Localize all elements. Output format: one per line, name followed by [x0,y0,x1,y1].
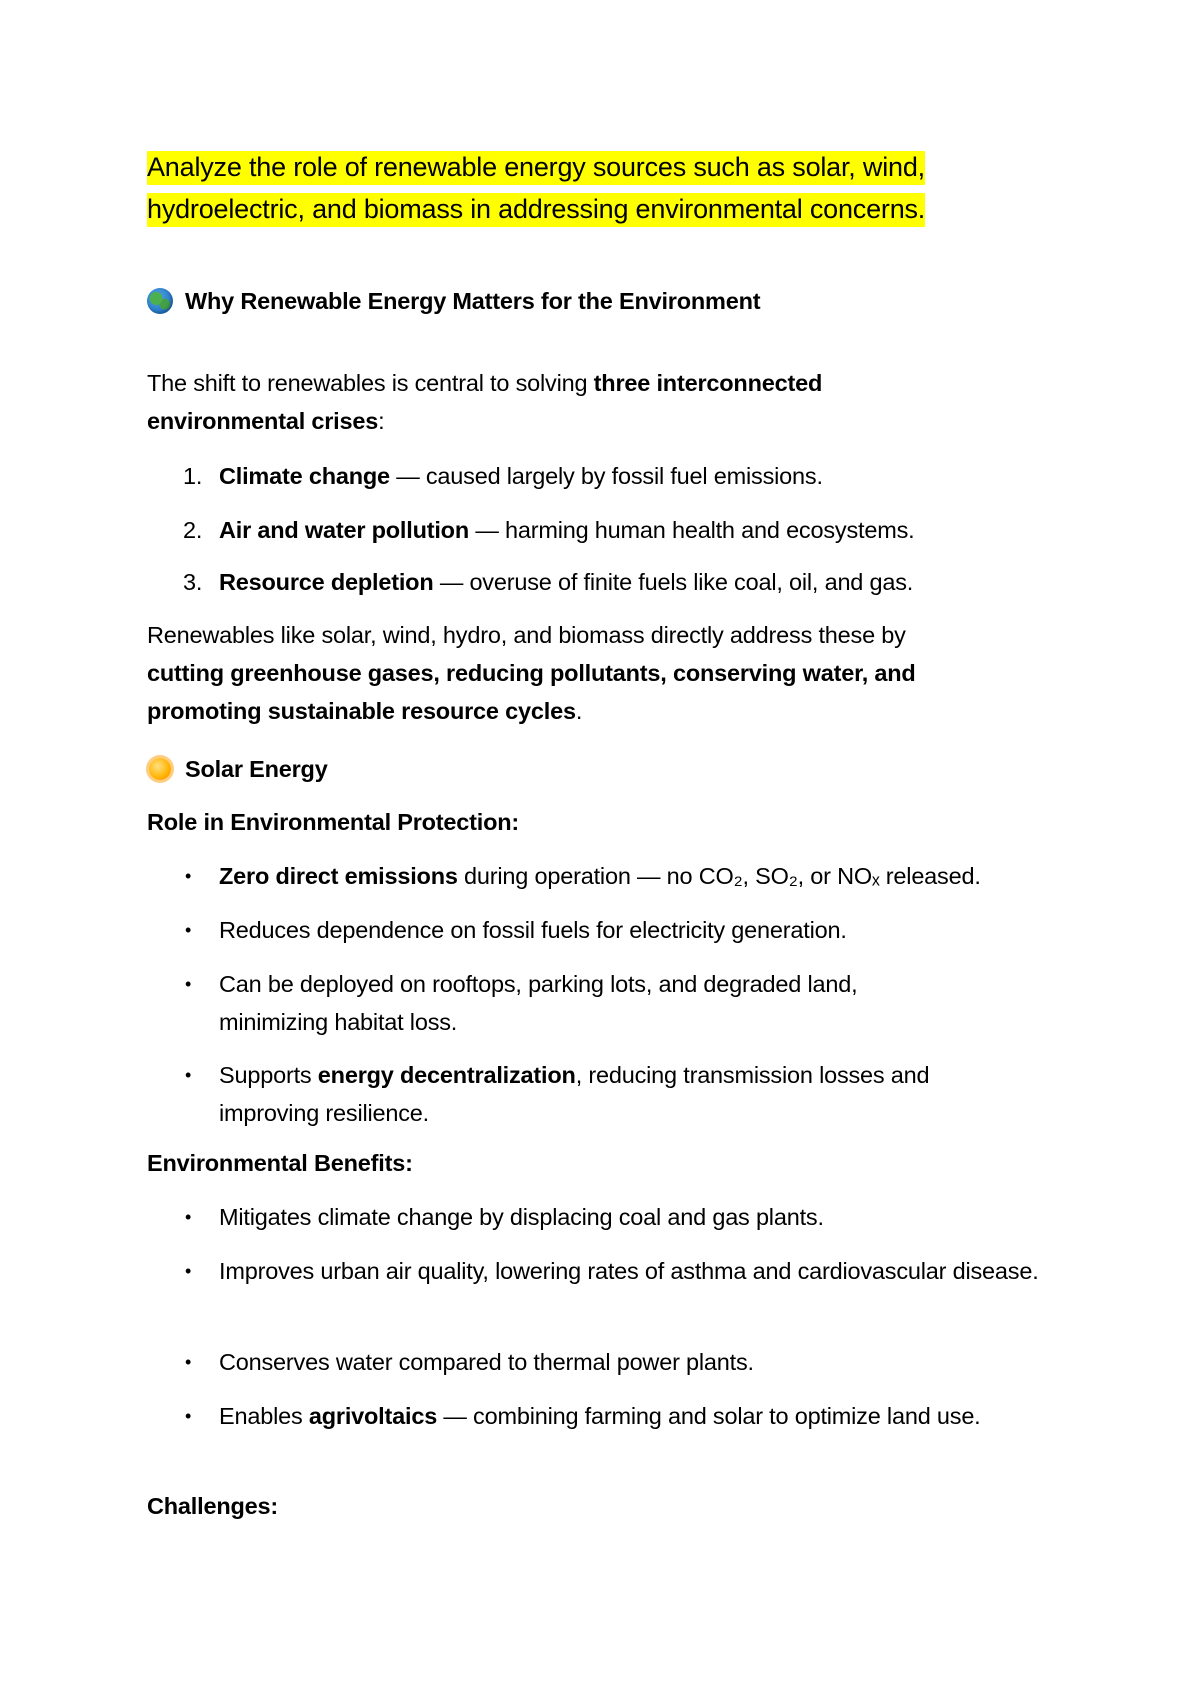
list-item-text: — overuse of finite fuels like coal, oil, and gas. [433,569,914,595]
list-item-bold: energy decentralization [317,1062,576,1088]
bullet: • [185,1406,192,1426]
list-item-bold: Zero direct emissions [219,863,458,889]
bullet: • [185,1352,192,1372]
sun-icon [149,758,171,780]
highlighted-question: Analyze the role of renewable energy sources such as solar, wind, hydroelectric, and biomass in addressing environmental concerns. [147,151,925,227]
list-number: 2. [183,517,203,543]
list-number: 1. [183,463,203,489]
list-item-text: Improves urban air quality, lowering rates of asthma and cardiovascular disease. [219,1258,1039,1284]
list-item-text: Mitigates climate change by displacing coal and gas plants. [219,1204,824,1230]
bullet: • [185,974,192,994]
intro-text: The shift to renewables is central to solving [147,370,594,396]
list-item-prefix: Enables [219,1403,309,1429]
list-item-prefix: Supports [219,1062,318,1088]
list-item-text: Conserves water compared to thermal power plants. [219,1349,754,1375]
summary-bold-text: cutting greenhouse gases, reducing pollutants, conserving water, and promoting sustainable resource cycles [147,660,916,724]
list-item-text: — harming human health and ecosystems. [469,517,915,543]
question-prompt [147,146,1047,230]
section-title: Why Renewable Energy Matters for the Environment [185,288,761,314]
bullet: • [185,1065,192,1085]
list-item-text: — caused largely by fossil fuel emissions. [389,463,823,489]
intro-bold-text: three interconnected environmental crises [147,370,823,434]
section-heading-why-renewable [147,282,1067,320]
summary-end: . [575,698,583,724]
list-item-text: during operation — no CO₂, SO₂, or NOₓ released. [457,863,981,889]
bullet: • [185,866,192,886]
summary-text: Renewables like solar, wind, hydro, and biomass directly address these by [147,622,906,648]
bullet: • [185,1207,192,1227]
bullet: • [185,1261,192,1281]
list-item-bold: Climate change [219,463,390,489]
summary-paragraph [147,616,977,730]
list-number: 3. [183,569,203,595]
intro-paragraph [147,364,927,440]
list-item-text: Can be deployed on rooftops, parking lots, and degraded land, minimizing habitat loss. [219,971,858,1035]
subheading-role: Role in Environmental Protection: [147,809,520,835]
list-item-text: — combining farming and solar to optimize land use. [437,1403,981,1429]
list-item-bold: agrivoltaics [308,1403,438,1429]
globe-icon [147,288,173,314]
list-item-bold: Resource depletion [219,569,434,595]
subheading-benefits: Environmental Benefits: [147,1150,413,1176]
section-title: Solar Energy [185,756,328,782]
intro-end: : [378,408,385,434]
section-heading-solar [147,750,1067,788]
bullet: • [185,920,192,940]
subheading-challenges: Challenges: [147,1493,278,1519]
list-item-text: , reducing transmission losses and improving resilience. [219,1062,930,1126]
list-item-text: Reduces dependence on fossil fuels for electricity generation. [219,917,847,943]
list-item-bold: Air and water pollution [219,517,469,543]
